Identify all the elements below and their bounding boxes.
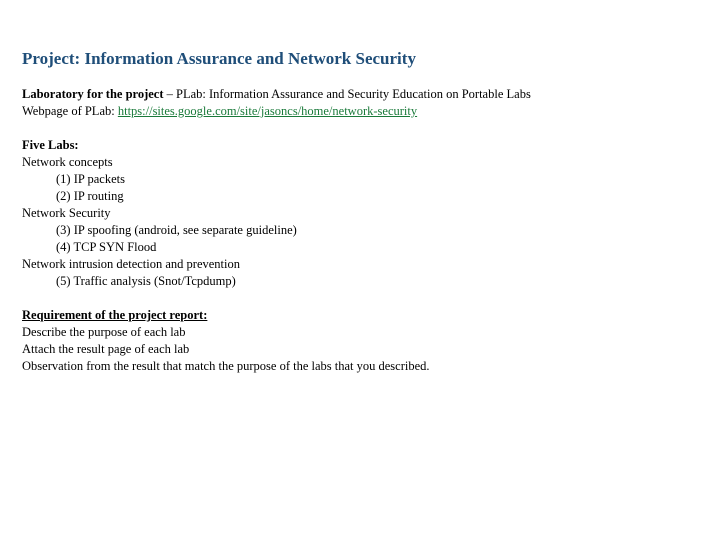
lab-separator: – xyxy=(163,87,177,101)
webpage-line xyxy=(22,103,702,120)
lab-text: PLab: Information Assurance and Security Education on Portable Labs xyxy=(176,87,531,101)
lab-item: (3) IP spoofing (android, see separate guideline) xyxy=(56,223,297,237)
five-labs-heading: Five Labs: xyxy=(22,138,79,152)
lab-item: (4) TCP SYN Flood xyxy=(56,240,157,254)
requirements-heading: Requirement of the project report: xyxy=(22,308,208,322)
webpage-link[interactable]: https://sites.google.com/site/jasoncs/home/network-security xyxy=(117,104,418,118)
page-title: Project: Information Assurance and Network Security xyxy=(22,49,416,68)
requirement-item: Observation from the result that match the purpose of the labs that you described. xyxy=(22,359,430,373)
lab-item: (5) Traffic analysis (Snot/Tcpdump) xyxy=(56,274,236,288)
lab-item: (1) IP packets xyxy=(56,172,125,186)
lab-group-name: Network concepts xyxy=(22,155,113,169)
requirement-item: Describe the purpose of each lab xyxy=(22,325,186,339)
webpage-label: Webpage of PLab: xyxy=(22,104,118,118)
requirement-item: Attach the result page of each lab xyxy=(22,342,190,356)
lab-item: (2) IP routing xyxy=(56,189,124,203)
spacer xyxy=(22,290,702,307)
document-page xyxy=(22,47,702,375)
lab-group-name: Network intrusion detection and prevention xyxy=(22,257,240,271)
lab-line xyxy=(22,86,702,103)
lab-group-name: Network Security xyxy=(22,206,111,220)
lab-label: Laboratory for the project xyxy=(22,87,164,101)
spacer xyxy=(22,120,702,137)
